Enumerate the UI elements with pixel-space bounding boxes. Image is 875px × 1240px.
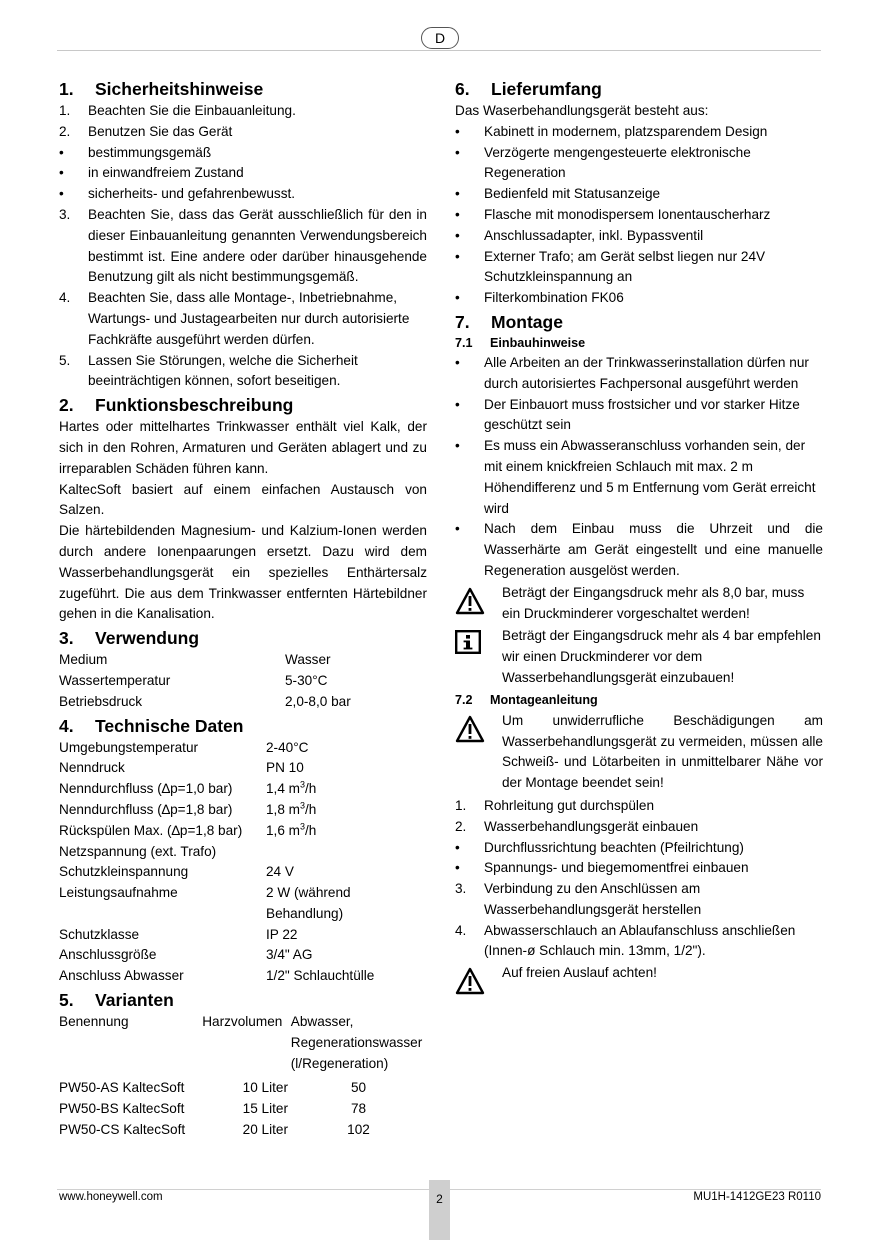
section-title: Funktionsbeschreibung (95, 395, 294, 416)
spec-row (59, 925, 427, 946)
spec-row (59, 758, 427, 779)
section-title: Lieferumfang (491, 79, 602, 99)
list-text: Kabinett in modernem, platzsparendem Design (484, 123, 768, 139)
list-text: sicherheits- und gefahrenbewusst. (88, 186, 296, 202)
spec-value: 1/2" Schlauchtülle (266, 968, 375, 984)
list-text: Verzögerte mengengesteuerte elektronische Regeneration (484, 144, 751, 181)
spec-label: Schutzkleinspannung (59, 864, 189, 880)
spec-value: 3/4" AG (266, 947, 313, 963)
bullet: • (455, 248, 460, 264)
spec-value: IP 22 (266, 926, 298, 942)
section-number: 3. (59, 628, 74, 649)
spec-label: Medium (59, 652, 108, 668)
paragraph: Das Waserbehandlungsgerät besteht aus: (455, 103, 709, 118)
list-text: Benutzen Sie das Gerät (88, 123, 233, 139)
warning-notice (455, 963, 823, 1002)
list-item (59, 122, 427, 143)
list-text: Bedienfeld mit Statusanzeige (484, 186, 661, 202)
spec-value: 1,8 $m^3/h$ (266, 800, 317, 817)
spec-value: 2,0-8,0 bar (285, 693, 351, 709)
table-cell: PW50-AS KaltecSoft (59, 1080, 185, 1096)
list-item (455, 247, 823, 289)
spec-row (59, 966, 427, 987)
list-text: Nach dem Einbau muss die Uhrzeit und die Wasserhärte am Gerät eingestellt und eine manuelle Regeneration ausgelöst werden. (484, 521, 823, 578)
info-text: Beträgt der Eingangsdruck mehr als 4 bar empfehlen wir einen Druckminderer vor dem Wasserbehandlungsgerät einzubauen! (502, 628, 821, 685)
section-number: 1. (59, 79, 74, 99)
list-marker: 2. (59, 123, 71, 139)
spec-row (59, 862, 427, 883)
spec-row (59, 650, 427, 671)
paragraph: Hartes oder mittelhartes Trinkwasser enthält viel Kalk, der sich in den Rohren, Armaturen und Geräten ablagert und zu irreparablen Schäden führen kann. (59, 419, 427, 476)
spec-value: 1,6 $m^3/h$ (266, 821, 317, 838)
section-number: 2. (59, 395, 74, 416)
spec-row (59, 779, 427, 800)
footer-doc-code: MU1H-1412GE23 R0110 (693, 1191, 821, 1203)
list-marker: 4. (59, 290, 71, 306)
section-1-heading (59, 77, 427, 101)
warning-text: Auf freien Auslauf achten! (502, 965, 657, 981)
bullet: • (455, 396, 460, 412)
list-item (455, 879, 823, 921)
spec-label: Nenndruck (59, 760, 125, 776)
info-icon (455, 626, 502, 688)
table-cell: 10 Liter (242, 1080, 288, 1096)
section-3-heading (59, 626, 427, 650)
bullet: • (455, 186, 460, 202)
section-title: Verwendung (95, 628, 200, 649)
list-item (455, 796, 823, 817)
list-text: Anschlussadapter, inkl. Bypassventil (484, 227, 704, 243)
table-cell: 102 (347, 1122, 370, 1138)
bullet: • (455, 227, 460, 243)
spec-value: 24 V (266, 864, 294, 880)
section-title: Sicherheitshinweise (95, 79, 264, 99)
list-item (59, 288, 427, 350)
bullet: • (455, 521, 460, 537)
list-item (59, 163, 427, 184)
warning-text: Beträgt der Eingangsdruck mehr als 8,0 bar, muss ein Druckminderer vorgeschaltet werden! (502, 584, 805, 621)
list-item (59, 101, 427, 122)
spec-label: Nenndurchfluss (∆p=1,0 bar) (59, 781, 233, 797)
subsection-7-2-heading (455, 691, 823, 710)
spec-row (59, 842, 427, 863)
spec-label: Nenndurchfluss (∆p=1,8 bar) (59, 801, 233, 817)
table-cell: PW50-BS KaltecSoft (59, 1101, 185, 1117)
warning-triangle-icon (455, 963, 502, 1002)
paragraph: Die härtebildenden Magnesium- und Kalzium-Ionen werden durch andere Ionenpaarungen ersetzt. Dazu wird dem Wasserbehandlungsgerät ein spezielles Enthärtersalz zugeführt. Die aus dem Trinkwasser entfernten Härtebildner gehen in die Kanalisation. (59, 523, 427, 622)
section-title: Varianten (95, 990, 174, 1011)
column-header: Abwasser, Regenerationswasser (l/Regeneration) (290, 1014, 423, 1071)
spec-row (59, 738, 427, 759)
bullet: • (455, 144, 460, 160)
list-text: Beachten Sie, dass alle Montage-, Inbetriebnahme, Wartungs- und Justagearbeiten nur durch autorisierte Fachkräfte ausgeführt werden dürfen. (88, 290, 410, 347)
bullet: • (455, 438, 460, 454)
list-text: Filterkombination FK06 (484, 290, 624, 306)
list-text: Rohrleitung gut durchspülen (484, 797, 655, 813)
list-marker: • (59, 165, 64, 181)
list-marker: • (455, 860, 460, 876)
language-badge: D (421, 27, 459, 49)
list-text: Flasche mit monodispersem Ionentauscherharz (484, 206, 771, 222)
spec-row (59, 945, 427, 966)
list-item (455, 288, 823, 309)
table-row (59, 1120, 427, 1141)
table-cell: PW50-CS KaltecSoft (59, 1122, 186, 1138)
subsection-7-1-heading (455, 334, 823, 353)
spec-row (59, 800, 427, 821)
list-item (59, 143, 427, 164)
section-4-heading (59, 714, 427, 738)
list-text: bestimmungsgemäß (88, 144, 212, 160)
section-number: 6. (455, 79, 470, 99)
table-cell: 78 (350, 1101, 367, 1117)
list-marker: 3. (455, 881, 467, 897)
spec-label: Schutzklasse (59, 926, 140, 942)
spec-label: Anschlussgröße (59, 947, 157, 963)
list-item (455, 838, 823, 859)
left-column (59, 76, 427, 1141)
section-7-heading (455, 310, 823, 334)
list-text: Beachten Sie, dass das Gerät ausschließlich für den in dieser Einbauanleitung genannten Verwendungsbereich bestimmt ist. Eine andere oder darüber hinausgehende Benutzung gilt als nicht bestimmungsgemäß. (88, 206, 427, 285)
table-cell: 15 Liter (242, 1101, 288, 1117)
spec-value: PN 10 (266, 760, 304, 776)
spec-label: Wassertemperatur (59, 672, 171, 688)
spec-value: 2 W (während Behandlung) (266, 885, 351, 921)
spec-value (266, 842, 427, 863)
bullet: • (455, 290, 460, 306)
list-item (455, 184, 823, 205)
list-text: Alle Arbeiten an der Trinkwasserinstallation dürfen nur durch autorisiertes Fachpersonal ausgeführt werden (484, 354, 809, 391)
spec-value: 2-40°C (266, 739, 309, 755)
subsection-title: Montageanleitung (490, 692, 598, 707)
section-number: 5. (59, 990, 74, 1011)
list-text: Verbindung zu den Anschlüssen am Wasserbehandlungsgerät herstellen (484, 881, 702, 917)
list-text: Externer Trafo; am Gerät selbst liegen nur 24V Schutzkleinspannung an (484, 248, 766, 285)
warning-triangle-icon (455, 711, 502, 794)
warning-triangle-icon (455, 583, 502, 625)
list-text: Es muss ein Abwasseranschluss vorhanden sein, der mit einem knickfreien Schlauch mit max. 2 m Höhendifferenz und 5 m Entfernung vom Gerät erreicht wird (484, 438, 816, 516)
list-item (455, 226, 823, 247)
list-item (455, 858, 823, 879)
list-item (455, 817, 823, 838)
list-text: Beachten Sie die Einbauanleitung. (88, 103, 296, 118)
list-item (455, 436, 823, 519)
list-text: Abwasserschlauch an Ablaufanschluss anschließen (Innen-ø Schlauch min. 13mm, 1/2"). (484, 922, 796, 959)
section-number: 4. (59, 715, 74, 736)
section-5-heading (59, 988, 427, 1012)
list-marker: 3. (59, 206, 71, 222)
list-marker: 1. (455, 797, 467, 813)
spec-label: Umgebungstemperatur (59, 739, 199, 755)
subsection-title: Einbauhinweise (490, 335, 586, 350)
list-marker: 1. (59, 103, 71, 118)
spec-value: 5-30°C (285, 672, 328, 688)
list-marker: • (59, 186, 64, 202)
table-cell: 20 Liter (242, 1122, 288, 1138)
footer-website: www.honeywell.com (59, 1191, 163, 1203)
table-row (59, 1099, 427, 1120)
spec-label: Anschluss Abwasser (59, 968, 184, 984)
section-2-heading (59, 393, 427, 417)
list-marker: • (59, 144, 64, 160)
section-number: 7. (455, 311, 470, 332)
list-item (455, 122, 823, 143)
section-title: Montage (491, 311, 563, 332)
list-item (455, 921, 823, 963)
table-cell: 50 (350, 1080, 367, 1096)
list-text: Der Einbauort muss frostsicher und vor starker Hitze geschützt sein (484, 396, 800, 433)
list-text: in einwandfreiem Zustand (88, 165, 244, 181)
spec-row (59, 671, 427, 692)
spec-label: Leistungsaufnahme (59, 885, 178, 901)
warning-notice (455, 583, 823, 625)
spec-row (59, 821, 427, 842)
bullet: • (455, 354, 460, 370)
section-6-heading (455, 77, 823, 101)
subsection-number: 7.1 (455, 335, 473, 350)
list-item (455, 519, 823, 581)
info-notice (455, 626, 823, 688)
list-item (59, 205, 427, 288)
list-item (455, 353, 823, 395)
list-text: Spannungs- und biegemomentfrei einbauen (484, 860, 749, 876)
column-header: Benennung (59, 1014, 129, 1030)
bullet: • (455, 206, 460, 222)
warning-text: Um unwiderrufliche Beschädigungen am Wasserbehandlungsgerät zu vermeiden, müssen alle Schweiß- und Lötarbeiten in unmittelbarer Nähe vor der Montage beendet sein! (502, 712, 823, 791)
list-marker: 5. (59, 352, 71, 368)
list-item (59, 351, 427, 393)
spec-value: 1,4 $m^3/h$ (266, 779, 317, 797)
list-item (455, 395, 823, 437)
spec-value: Wasser (285, 652, 331, 668)
list-text: Wasserbehandlungsgerät einbauen (484, 818, 699, 834)
list-text: Durchflussrichtung beachten (Pfeilrichtung) (484, 839, 744, 855)
list-marker: 2. (455, 818, 467, 834)
column-header: Harzvolumen (202, 1014, 283, 1030)
list-item (59, 184, 427, 205)
list-text: Lassen Sie Störungen, welche die Sicherheit beeinträchtigen können, sofort beseitigen. (88, 352, 358, 389)
list-marker: • (455, 839, 460, 855)
spec-row (59, 883, 427, 925)
warning-notice (455, 711, 823, 794)
paragraph: KaltecSoft basiert auf einem einfachen Austausch von Salzen. (59, 481, 427, 518)
right-column (455, 76, 823, 1004)
table-row (59, 1078, 427, 1099)
section-title: Technische Daten (95, 715, 244, 736)
header-divider (57, 50, 821, 51)
spec-row (59, 692, 427, 713)
list-item (455, 205, 823, 226)
bullet: • (455, 123, 460, 139)
spec-label: Netzspannung (ext. Trafo) (59, 843, 217, 859)
list-item (455, 143, 823, 185)
spec-label: Betriebsdruck (59, 693, 143, 709)
subsection-number: 7.2 (455, 692, 473, 707)
page-number: 2 (429, 1180, 450, 1240)
spec-label: Rückspülen Max. (∆p=1,8 bar) (59, 822, 243, 838)
list-marker: 4. (455, 922, 467, 938)
variants-table-header (59, 1012, 427, 1074)
